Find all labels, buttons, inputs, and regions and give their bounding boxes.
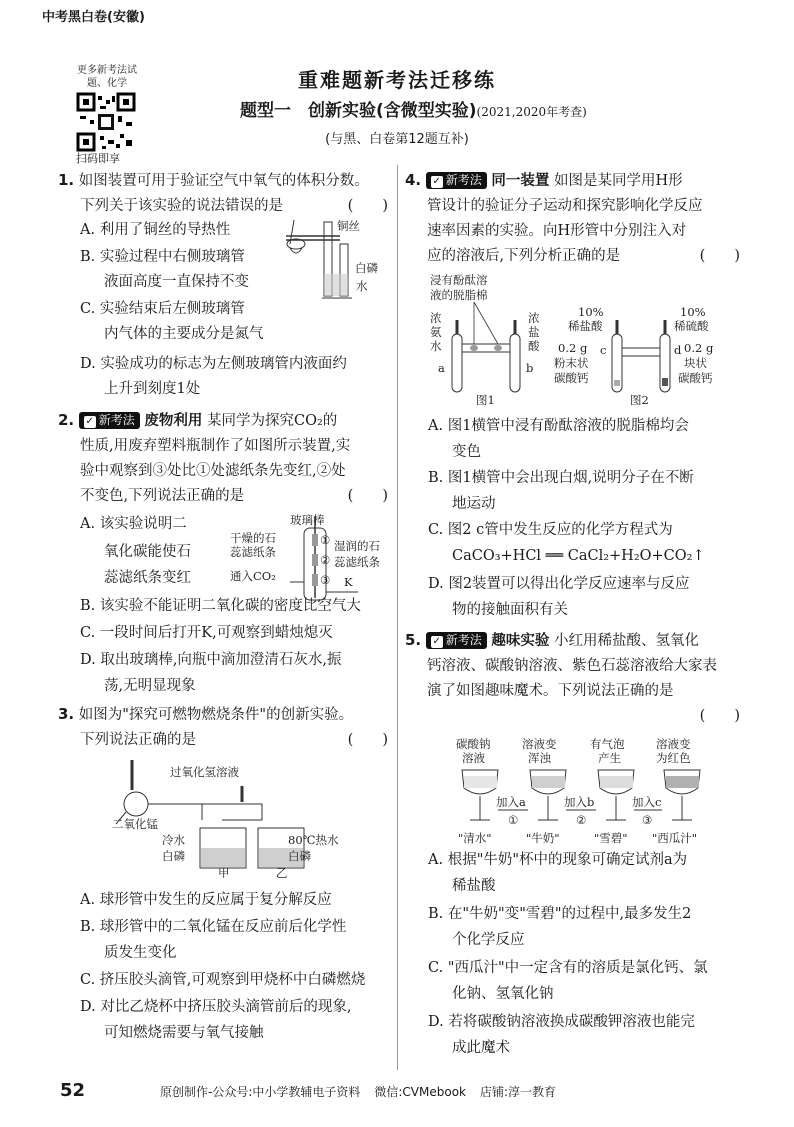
q4-fig-acid2-conc: 10% [680,305,706,319]
q4-fig-ammonia-2: 氨 [430,325,442,339]
q1-fig-copper-label: 铜丝 [337,219,360,233]
page-number: 52 [60,1080,86,1101]
q3-option-d-line2: 可知燃烧需要与氧气接触 [104,1025,264,1041]
q5-fig-label2a: 溶液变 [522,737,557,751]
q3-fig-yi-label: 乙 [276,866,288,878]
q5-fig-step3: ③ [642,813,653,827]
q3-number: 3. [58,705,75,723]
q1-option-a: A. 利用了铜丝的导热性 [80,222,231,238]
q1-figure [282,214,392,304]
page-title: 重难题新考法迁移练 [298,68,496,92]
q4-fig-b: b [526,361,534,375]
q5-fig-label4a: 溶液变 [656,737,691,751]
question-4 [405,168,740,269]
q4-fig2-caption: 图2 [630,393,649,407]
q5-fig-cup2: "牛奶" [526,831,560,845]
q2-answer-paren: ( ) [347,488,388,504]
q2-keyword: 废物利用 [144,413,203,429]
q5-fig-add-c: 加入c [632,795,662,809]
q1-option-d-line2: 上升到刻度1处 [104,381,201,397]
q2-fig-wet-line2: 蕊滤纸条 [334,555,380,569]
q1-option-c-line1: C. 实验结束后左侧玻璃管 [80,301,245,317]
q2-fig-dry-line1: 干燥的石 [230,531,276,545]
q2-option-c: C. 一段时间后打开K,可观察到蜡烛熄灭 [80,625,333,641]
q2-stem-line3: 验中观察到③处比①处滤纸条先变红,②处 [80,463,346,479]
q5-option-b-line2: 个化学反应 [452,932,525,948]
q3-fig-jia-label: 甲 [218,866,230,878]
q4-fig-hcl-1: 浓 [528,311,540,325]
q2-fig-rod-label: 玻璃棒 [290,514,325,527]
q4-stem-line4: 应的溶液后,下列分析正确的是 [427,248,621,264]
q1-option-b-line1: B. 实验过程中右侧玻璃管 [80,249,245,265]
q2-fig-k-label: K [344,575,353,589]
footer-source: 原创制作-公众号:中小学教辅电子资料 [160,1085,361,1099]
page-footer [160,1083,570,1100]
q4-fig-cotton-line1: 浸有酚酞溶 [430,273,488,287]
q1-option-c-line2: 内气体的主要成分是氮气 [104,326,264,342]
q4-option-b-line1: B. 图1横管中会出现白烟,说明分子在不断 [428,470,694,486]
column-divider [397,165,398,1070]
q3-fig-mno2-label: 二氧化锰 [112,817,158,831]
subtitle-note: (2021,2020年考查) [476,105,587,119]
q1-fig-phosphorus-label: 白磷 [355,261,378,275]
q1-fig-water-label: 水 [356,279,368,293]
q4-option-c-equation: CaCO₃+HCl ══ CaCl₂+H₂O+CO₂↑ [452,548,705,564]
q2-option-b: B. 该实验不能证明二氧化碳的密度比空气大 [80,598,361,614]
check-icon: ✓ [85,416,94,427]
q3-option-d-line1: D. 对比乙烧杯中挤压胶头滴管前后的现象, [80,999,352,1015]
q4-fig1-caption: 图1 [476,393,495,407]
q4-fig-mass2: 0.2 g [684,341,714,355]
q4-option-a-line1: A. 图1横管中浸有酚酞溶液的脱脂棉均会 [428,418,689,434]
q4-option-d-line2: 物的接触面积有关 [452,602,568,618]
q4-fig-c: c [600,343,607,357]
q3-option-b-line1: B. 球形管中的二氧化锰在反应前后化学性 [80,919,347,935]
q4-fig-mass1: 0.2 g [558,341,588,355]
q3-fig-hot-label: 80℃热水 [288,833,339,847]
q2-option-d-line1: D. 取出玻璃棒,向瓶中滴加澄清石灰水,振 [80,652,342,668]
q4-stem-line1: 如图是某同学用H形 [553,173,683,189]
supplement-note: (与黑、白卷第12题互补) [325,132,469,147]
question-2 [58,408,388,509]
q5-stem-line3: 演了如图趣味魔术。下列说法正确的是 [427,683,674,699]
q3-option-b-line2: 质发生变化 [104,945,177,961]
q3-figure [112,756,372,878]
q5-fig-label3b: 产生 [598,751,621,765]
q5-option-a-line1: A. 根据"牛奶"杯中的现象可确定试剂a为 [428,852,688,868]
new-method-tag: ✓ 新考法 [79,412,140,429]
q4-fig-cotton-line2: 液的脱脂棉 [430,288,488,302]
q2-fig-mark-3: ③ [320,573,331,587]
q4-fig-caco3-2: 碳酸钙 [678,371,713,385]
q5-stem-line2: 钙溶液、碳酸钠溶液、紫色石蕊溶液给大家表 [427,658,717,674]
q4-option-c-line1: C. 图2 c管中发生反应的化学方程式为 [428,522,673,538]
q5-fig-cup1: "清水" [458,831,492,845]
q2-fig-dry-line2: 蕊滤纸条 [230,545,276,559]
q5-fig-label3a: 有气泡 [590,737,625,751]
q2-option-a-line2: 氧化碳能使石 [104,544,191,560]
q4-option-b-line2: 地运动 [452,496,496,512]
q3-stem-line2: 下列说法正确的是 [80,732,196,748]
q3-fig-cold-label: 冷水 [162,833,185,847]
q5-option-a-line2: 稀盐酸 [452,878,496,894]
q3-fig-h2o2-label: 过氧化氢溶液 [170,765,239,779]
q2-stem-line2: 性质,用废弃塑料瓶制作了如图所示装置,实 [80,438,351,454]
q2-number: 2. [58,411,75,429]
q5-fig-step1: ① [508,813,519,827]
q4-fig-a: a [438,361,445,375]
q2-fig-mark-1: ① [320,533,331,547]
q5-option-d-line1: D. 若将碳酸钠溶液换成碳酸钾溶液也能完 [428,1014,695,1030]
q5-fig-add-b: 加入b [564,795,595,809]
q5-figure [452,736,732,848]
q5-fig-cup3: "雪碧" [594,831,628,845]
qr-scan-label: 扫码即享 [76,152,120,165]
q1-number: 1. [58,171,75,189]
new-method-tag: ✓ 新考法 [426,172,487,189]
q1-stem-line1: 如图装置可用于验证空气中氧气的体积分数。 [78,173,369,189]
check-icon: ✓ [432,176,441,187]
q5-keyword: 趣味实验 [491,633,550,649]
q5-fig-label1a: 碳酸钠 [456,737,491,751]
q2-stem-line4: 不变色,下列说法正确的是 [80,488,245,504]
q5-fig-label2b: 浑浊 [528,751,551,765]
q4-fig-acid1-name: 稀盐酸 [568,319,603,333]
q1-stem-line2: 下列关于该实验的说法错误的是 [80,198,283,214]
q2-option-a-line3: 蕊滤纸条变红 [104,570,191,586]
q4-fig-hcl-2: 盐 [528,325,540,339]
q1-answer-paren: ( ) [347,198,388,214]
q2-option-a-line1: A. 该实验说明二 [80,516,187,532]
q2-fig-mark-2: ② [320,553,331,567]
q5-option-c-line2: 化钠、氢氧化钠 [452,986,554,1002]
q2-stem-line1: 某同学为探究CO₂的 [206,413,338,429]
q5-option-b-line1: B. 在"牛奶"变"雪碧"的过程中,最多发生2 [428,906,692,922]
q5-stem-line1: 小红用稀盐酸、氢氧化 [553,633,699,649]
q5-answer-paren: ( ) [699,708,740,724]
q5-option-c-line1: C. "西瓜汁"中一定含有的溶质是氯化钙、氯 [428,960,708,976]
section-subtitle [240,96,587,121]
q2-figure [228,514,390,604]
q2-fig-co2-label: 通入CO₂ [230,569,276,583]
q4-keyword: 同一装置 [491,173,550,189]
q4-fig-caco3-1: 碳酸钙 [554,371,589,385]
q3-option-a: A. 球形管中发生的反应属于复分解反应 [80,892,332,908]
q4-fig-ammonia-3: 水 [430,339,442,353]
qr-caption: 更多新考法试题、化学 [77,65,137,89]
new-method-tag: ✓ 新考法 [426,632,487,649]
q4-option-d-line1: D. 图2装置可以得出化学反应速率与反应 [428,576,690,592]
q4-answer-paren: ( ) [699,248,740,264]
q4-fig-acid1-conc: 10% [578,305,604,319]
q5-option-d-line2: 成此魔术 [452,1040,510,1056]
q5-fig-step2: ② [576,813,587,827]
q4-fig-powder: 粉末状 [554,356,589,370]
q2-option-d-line2: 荡,无明显现象 [104,678,196,694]
q4-fig-d: d [674,343,682,357]
q5-number: 5. [405,631,422,649]
check-icon: ✓ [432,636,441,647]
q4-fig-acid2-name: 稀硫酸 [674,319,709,333]
question-3 [58,702,388,753]
q4-stem-line3: 速率因素的实验。向H形管中分别注入对 [427,223,687,239]
q3-fig-wp2-label: 白磷 [288,849,311,863]
q3-stem-line1: 如图为"探究可燃物燃烧条件"的创新实验。 [78,707,354,723]
q4-fig-lump: 块状 [684,356,707,370]
q3-fig-wp1-label: 白磷 [162,849,185,863]
q4-option-a-line2: 变色 [452,444,481,460]
question-1 [58,168,388,219]
q4-number: 4. [405,171,422,189]
q5-fig-cup4: "西瓜汁" [652,831,698,845]
q5-fig-label1b: 溶液 [462,751,485,765]
q2-fig-wet-line1: 湿润的石 [334,539,380,553]
footer-shop: 店铺:淳一教育 [480,1085,557,1099]
q5-fig-add-a: 加入a [496,795,526,809]
q3-answer-paren: ( ) [347,732,388,748]
book-header: 中考黑白卷(安徽) [42,10,145,25]
q3-option-c: C. 挤压胶头滴管,可观察到甲烧杯中白磷燃烧 [80,972,366,988]
footer-wechat: 微信:CVMebook [374,1085,466,1099]
subtitle-main: 题型一 创新实验(含微型实验) [240,101,477,121]
q1-option-b-line2: 液面高度一直保持不变 [104,274,249,290]
question-5 [405,628,740,729]
q4-fig-hcl-3: 酸 [528,339,540,353]
q4-figure [428,272,728,408]
q1-option-d-line1: D. 实验成功的标志为左侧玻璃管内液面约 [80,356,347,372]
q5-fig-label4b: 为红色 [656,751,691,765]
q4-fig-ammonia-1: 浓 [430,311,442,325]
q4-stem-line2: 管设计的验证分子运动和探究影响化学反应 [427,198,703,214]
